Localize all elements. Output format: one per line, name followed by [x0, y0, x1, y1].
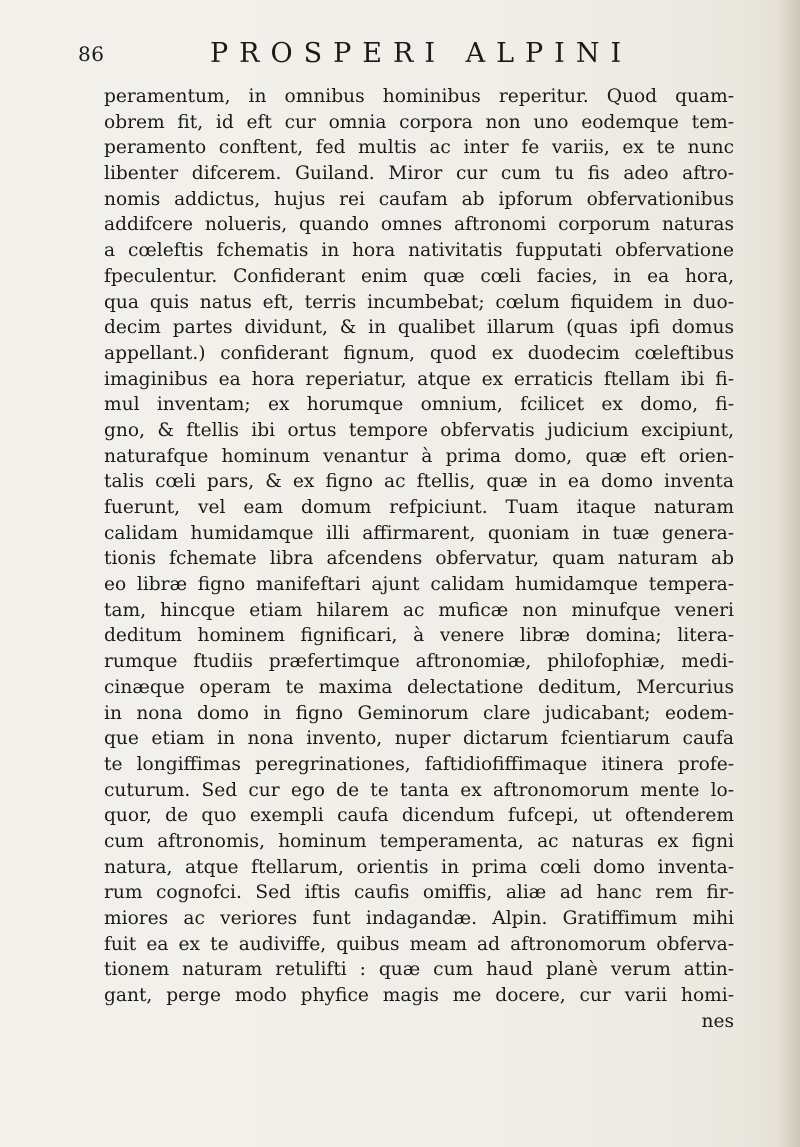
text-line: imaginibus ea hora reperiatur, atque ex erraticis ftellam ibi fi- — [104, 368, 734, 390]
text-line: rumque ftudiis præfertimque aftronomiæ, philofophiæ, medi- — [104, 651, 734, 673]
page-header — [78, 38, 758, 78]
text-line: peramentum, in omnibus hominibus reperitur. Quod quam- — [104, 86, 734, 107]
text-line: fpeculentur. Confiderant enim quæ cœli facies, in ea hora, — [104, 265, 734, 287]
text-line: qua quis natus eft, terris incumbebat; cœlum fiquidem in duo- — [104, 291, 734, 313]
text-line: nomis addictus, hujus rei caufam ab ipforum obfervationibus — [104, 188, 734, 210]
text-line: nes — [701, 1010, 734, 1032]
text-line: calidam humidamque illi affirmarent, quoniam in tuæ genera- — [104, 522, 734, 544]
text-line: naturafque hominum venantur à prima domo, quæ eft orien- — [104, 445, 734, 467]
text-line: natura, atque ftellarum, orientis in prima cœli domo inventa- — [104, 856, 734, 878]
page-gutter-shadow — [778, 0, 800, 1147]
text-line: peramento conftent, fed multis ac inter fe variis, ex te nunc — [104, 137, 734, 159]
text-line: decim partes dividunt, & in qualibet illarum (quas ipfi domus — [104, 317, 734, 339]
text-line: miores ac veriores funt indagandæ. Alpin. Gratiffimum mihi — [104, 908, 734, 929]
text-line: gant, perge modo phyfice magis me docere, cur varii homi- — [104, 985, 734, 1007]
text-line: fuit ea ex te audiviffe, quibus meam ad aftronomorum obferva- — [104, 933, 734, 955]
body-text — [104, 84, 734, 1034]
text-line: in nona domo in figno Geminorum clare judicabant; eodem- — [104, 702, 734, 724]
page-number: 86 — [78, 42, 105, 66]
text-line: eo libræ figno manifeftari ajunt calidam humidamque tempera- — [104, 574, 734, 596]
text-line: libenter difcerem. Guiland. Miror cur cum tu fis adeo aftro- — [104, 163, 734, 185]
text-line: addifcere nolueris, quando omnes aftronomi corporum naturas — [104, 214, 734, 236]
text-line: tionis fchemate libra afcendens obfervatur, quam naturam ab — [104, 548, 734, 570]
running-title: PROSPERI ALPINI — [210, 38, 633, 69]
text-line: cuturum. Sed cur ego de te tanta ex aftronomorum mente lo- — [104, 779, 734, 801]
text-line: que etiam in nona invento, nuper dictarum fcientiarum caufa — [104, 728, 734, 750]
text-line: obrem fit, id eft cur omnia corpora non uno eodemque tem- — [104, 111, 734, 133]
text-line: tam, hincque etiam hilarem ac muficæ non minufque veneri — [104, 599, 734, 621]
text-line: talis cœli pars, & ex figno ac ftellis, quæ in ea domo inventa — [104, 471, 734, 493]
text-line: deditum hominem fignificari, à venere libræ domina; litera- — [104, 625, 734, 647]
text-line: cum aftronomis, hominum temperamenta, ac naturas ex figni — [104, 830, 734, 852]
text-line: appellant.) confiderant fignum, quod ex duodecim cœleftibus — [104, 342, 734, 364]
text-line: te longiffimas peregrinationes, faftidiofiffimaque itinera profe- — [104, 753, 734, 775]
text-line: mul inventam; ex horumque omnium, fcilicet ex domo, fi- — [104, 394, 734, 416]
text-line: cinæque operam te maxima delectatione deditum, Mercurius — [104, 676, 734, 698]
text-line: quor, de quo exempli caufa dicendum fufcepi, ut oftenderem — [104, 805, 734, 827]
text-line: gno, & ftellis ibi ortus tempore obfervatis judicium excipiunt, — [104, 419, 734, 441]
text-line: tionem naturam retulifti : quæ cum haud planè verum attin- — [104, 959, 734, 981]
text-line: a cœleftis fchematis in hora nativitatis fupputati obfervatione — [104, 240, 734, 262]
text-line: rum cognofci. Sed iftis caufis omiffis, aliæ ad hanc rem fir- — [104, 882, 734, 904]
text-line: fuerunt, vel eam domum refpiciunt. Tuam itaque naturam — [104, 497, 734, 518]
